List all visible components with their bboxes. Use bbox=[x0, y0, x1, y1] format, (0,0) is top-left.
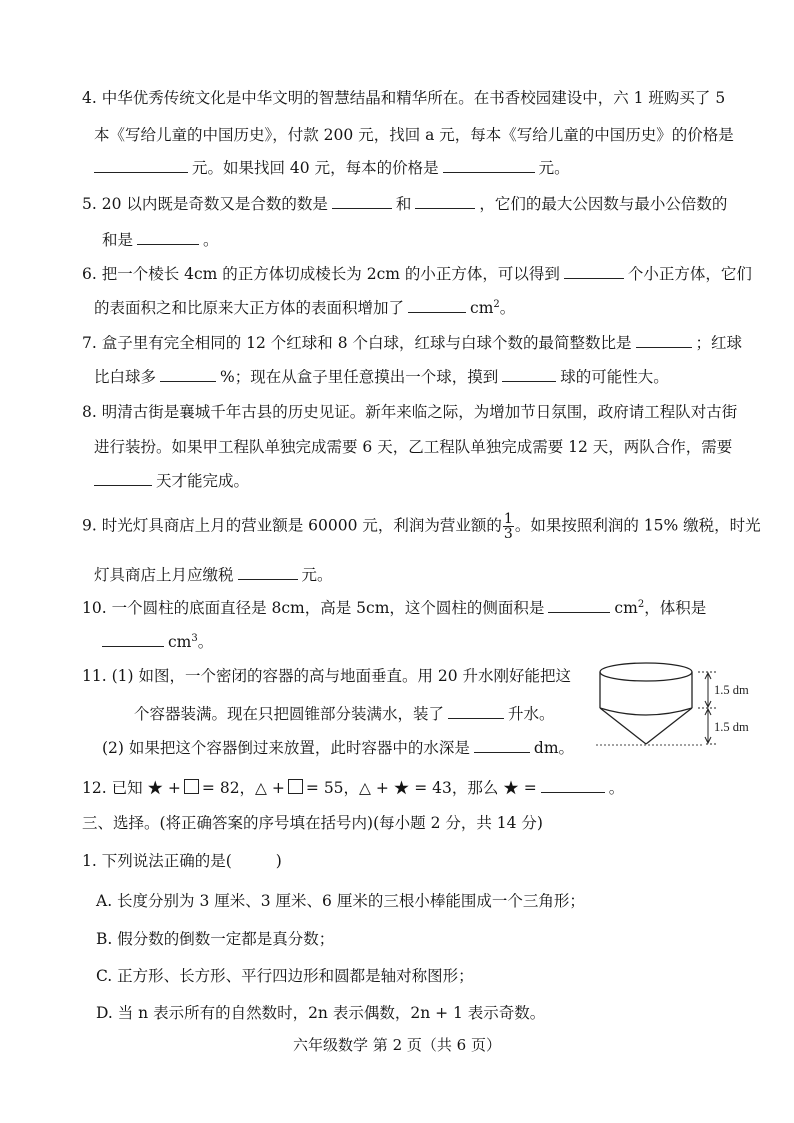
fraction bbox=[503, 512, 514, 541]
choice-q1-text: 1. 下列说法正确的是( bbox=[82, 852, 232, 870]
q5-text-a: 5. 20 以内既是奇数又是合数的数是 bbox=[82, 195, 328, 213]
q6-unit-exp: 2 bbox=[493, 298, 500, 310]
answer-blank[interactable] bbox=[94, 156, 188, 173]
q5-text-e: 。 bbox=[203, 231, 219, 249]
q6-line2 bbox=[94, 296, 515, 319]
answer-blank[interactable] bbox=[160, 365, 216, 382]
answer-blank[interactable] bbox=[137, 228, 199, 245]
q11-text-a: 个容器装满。现在只把圆锥部分装满水，装了 bbox=[134, 705, 445, 723]
q7-text-d: %；现在从盒子里任意摸出一个球，摸到 bbox=[220, 368, 499, 386]
q11-line2 bbox=[134, 702, 555, 725]
q4-text-b: 元。 bbox=[538, 159, 570, 177]
q8-line1: 8. 明清古街是襄城千年古县的历史见证。新年来临之际，为增加节日氛围，政府请工程队对古街 bbox=[82, 403, 738, 421]
answer-blank[interactable] bbox=[474, 736, 530, 753]
q4-text-a: 元。如果找回 40 元，每本的价格是 bbox=[192, 159, 439, 177]
q8-text: 天才能完成。 bbox=[156, 472, 250, 490]
answer-blank[interactable] bbox=[548, 596, 610, 613]
q9-text-d: 元。 bbox=[301, 566, 333, 584]
q9-text-a: 9. 时光灯具商店上月的营业额是 60000 元，利润为营业额的 bbox=[82, 516, 502, 535]
q10-line2 bbox=[102, 630, 213, 653]
q10-unit2: cm bbox=[168, 633, 192, 651]
q6-unit: cm bbox=[470, 299, 494, 317]
q10-line1 bbox=[82, 596, 706, 619]
q5-text-d: 和是 bbox=[102, 231, 134, 249]
answer-blank[interactable] bbox=[238, 563, 298, 580]
q12-text-d: 。 bbox=[608, 779, 625, 797]
answer-blank[interactable] bbox=[94, 469, 152, 486]
q6-text-d: 。 bbox=[499, 299, 516, 317]
square-symbol bbox=[184, 779, 199, 794]
q10-text-c: 。 bbox=[197, 633, 214, 651]
q12-text-c: = 55，△ + ★ = 43，那么 ★ = bbox=[305, 779, 537, 797]
q10-unit: cm bbox=[614, 599, 638, 617]
section3-title: 三、选择。(将正确答案的序号填在括号内)(每小题 2 分，共 14 分) bbox=[82, 814, 543, 832]
page-footer: 六年级数学 第 2 页（共 6 页） bbox=[293, 1036, 501, 1054]
answer-blank[interactable] bbox=[102, 630, 164, 647]
q8-line3 bbox=[94, 469, 249, 492]
q9-line2 bbox=[94, 563, 333, 586]
q6-text-a: 6. 把一个棱长 4cm 的正方体切成棱长为 2cm 的小正方体，可以得到 bbox=[82, 265, 560, 283]
answer-blank[interactable] bbox=[332, 192, 392, 209]
answer-blank[interactable] bbox=[564, 262, 624, 279]
option-c: C. 正方形、长方形、平行四边形和圆都是轴对称图形； bbox=[96, 967, 474, 985]
answer-blank[interactable] bbox=[636, 331, 692, 348]
q5-line1 bbox=[82, 192, 727, 215]
q11-text-d: dm。 bbox=[533, 739, 575, 757]
answer-blank[interactable] bbox=[502, 365, 556, 382]
cylinder-top-ellipse bbox=[600, 663, 692, 681]
fraction-denominator: 3 bbox=[503, 526, 513, 542]
square-symbol bbox=[288, 779, 303, 794]
q7-text-c: 比白球多 bbox=[94, 368, 157, 386]
container-diagram bbox=[590, 660, 780, 760]
q6-line1 bbox=[82, 262, 752, 285]
q9-text-b: 。如果按照利润的 15% 缴税，时光 bbox=[514, 516, 761, 535]
dimension-arrow-bottom bbox=[705, 709, 711, 743]
q10-text-b: ，体积是 bbox=[644, 599, 707, 617]
q4-line2: 本《写给儿童的中国历史》，付款 200 元，找回 a 元，每本《写给儿童的中国历史》的价格是 bbox=[94, 126, 734, 144]
answer-blank[interactable] bbox=[415, 192, 475, 209]
option-b: B. 假分数的倒数一定都是真分数； bbox=[96, 930, 335, 948]
answer-blank[interactable] bbox=[443, 156, 535, 173]
q7-text-b: ；红球 bbox=[695, 334, 743, 352]
answer-blank[interactable] bbox=[541, 776, 605, 793]
q6-text-c: 的表面积之和比原来大正方体的表面积增加了 bbox=[94, 299, 405, 317]
q10-text-a: 10. 一个圆柱的底面直径是 8cm，高是 5cm，这个圆柱的侧面积是 bbox=[82, 599, 545, 617]
cylinder-bottom-arc bbox=[600, 708, 692, 715]
q12-text-b: = 82，△ + bbox=[201, 779, 285, 797]
fraction-numerator: 1 bbox=[503, 511, 513, 527]
q7-line2 bbox=[94, 365, 669, 388]
q5-line2 bbox=[102, 228, 219, 251]
option-d: D. 当 n 表示所有的自然数时，2n 表示偶数，2n + 1 表示奇数。 bbox=[96, 1004, 546, 1022]
dim-label-top: 1.5 dm bbox=[714, 683, 749, 697]
q11-line3 bbox=[102, 736, 574, 759]
q8-line2: 进行装扮。如果甲工程队单独完成需要 6 天，乙工程队单独完成需要 12 天，两队合作，需要 bbox=[94, 438, 733, 456]
q6-text-b: 个小正方体，它们 bbox=[627, 265, 752, 283]
q11-text-b: 升水。 bbox=[508, 705, 555, 723]
q4-line3 bbox=[94, 156, 570, 179]
q5-text-c: ，它们的最大公因数与最小公倍数的 bbox=[479, 195, 728, 213]
choice-q1 bbox=[82, 850, 282, 872]
q10-unit-exp: 2 bbox=[637, 598, 645, 610]
dim-label-bottom: 1.5 dm bbox=[714, 720, 749, 734]
q9-text-c: 灯具商店上月应缴税 bbox=[94, 566, 234, 584]
q4-line1: 4. 中华优秀传统文化是中华文明的智慧结晶和精华所在。在书香校园建设中，六 1 班购买了 5 bbox=[82, 89, 726, 107]
q11-text-c: (2) 如果把这个容器倒过来放置，此时容器中的水深是 bbox=[102, 739, 470, 757]
q12-text-a: 12. 已知 ★ + bbox=[82, 779, 181, 797]
q7-text-e: 球的可能性大。 bbox=[560, 368, 669, 386]
option-a: A. 长度分别为 3 厘米、3 厘米、6 厘米的三根小棒能围成一个三角形； bbox=[96, 892, 585, 910]
q9-line1 bbox=[82, 512, 761, 541]
answer-blank[interactable] bbox=[448, 702, 504, 719]
dimension-arrow-top bbox=[705, 673, 711, 707]
q11-line1: 11. (1) 如图，一个密闭的容器的高与地面垂直。用 20 升水刚好能把这 bbox=[82, 667, 572, 685]
answer-blank[interactable] bbox=[408, 296, 466, 313]
q10-unit2-exp: 3 bbox=[191, 632, 198, 644]
q5-text-b: 和 bbox=[395, 195, 412, 213]
q7-line1 bbox=[82, 331, 742, 354]
q12-line bbox=[82, 776, 624, 799]
choice-q1-close: ) bbox=[275, 852, 282, 870]
q7-text-a: 7. 盒子里有完全相同的 12 个红球和 8 个白球，红球与白球个数的最简整数比是 bbox=[82, 334, 632, 352]
